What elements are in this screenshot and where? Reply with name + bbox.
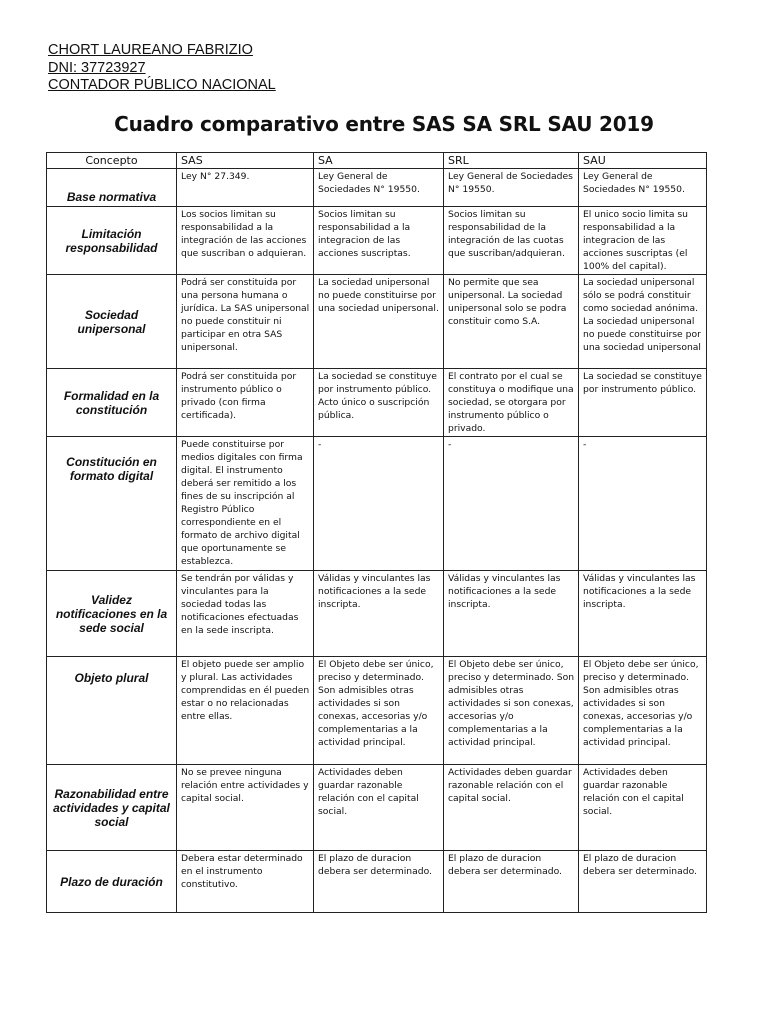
- author-name: CHORT LAUREANO FABRIZIO: [48, 42, 253, 58]
- cell-srl: El plazo de duracion debera ser determinado.: [444, 851, 579, 913]
- cell-sau: Ley General de Sociedades N° 19550.: [579, 169, 707, 207]
- header-sau: SAU: [579, 153, 707, 169]
- cell-sa: El Objeto debe ser único, preciso y determinado. Son admisibles otras actividades si son conexas, accesorias y/o complementarias a la actividad principal.: [314, 657, 444, 765]
- cell-sau: Actividades deben guardar razonable relación con el capital social.: [579, 765, 707, 851]
- row-concept: Base normativa: [47, 169, 177, 207]
- header-sas: SAS: [177, 153, 314, 169]
- cell-sa: La sociedad unipersonal no puede constituirse por una sociedad unipersonal.: [314, 275, 444, 369]
- cell-sau: El plazo de duracion debera ser determinado.: [579, 851, 707, 913]
- cell-srl: El Objeto debe ser único, preciso y determinado. Son admisibles otras actividades si son conexas, accesorias y/o complementarias a la actividad principal.: [444, 657, 579, 765]
- document-header: [48, 42, 276, 95]
- row-concept: Validez notificaciones en la sede social: [47, 571, 177, 657]
- cell-sau: La sociedad unipersonal sólo se podrá constituir como sociedad anónima. La sociedad unipersonal no puede constituirse por una sociedad unipersonal: [579, 275, 707, 369]
- author-dni: DNI: 37723927: [48, 59, 146, 76]
- cell-sas: El objeto puede ser amplio y plural. Las actividades comprendidas en él pueden estar o no relacionadas entre ellas.: [177, 657, 314, 765]
- cell-sas: Ley N° 27.349.: [177, 169, 314, 207]
- table-row: [47, 369, 707, 437]
- cell-sa: -: [314, 437, 444, 571]
- cell-sa: Actividades deben guardar razonable relación con el capital social.: [314, 765, 444, 851]
- cell-sau: El unico socio limita su responsabilidad a la integracion de las acciones suscriptas (el 100% del capital).: [579, 207, 707, 275]
- table-row: [47, 765, 707, 851]
- cell-srl: Actividades deben guardar razonable relación con el capital social.: [444, 765, 579, 851]
- table-header-row: [47, 153, 707, 169]
- cell-srl: -: [444, 437, 579, 571]
- row-concept: Constitución en formato digital: [47, 437, 177, 571]
- cell-sas: Puede constituirse por medios digitales con firma digital. El instrumento deberá ser remitido a los fines de su inscripción al Registro Público correspondiente en el formato de archivo digital que oportunamente se establezca.: [177, 437, 314, 571]
- row-concept: Razonabilidad entre actividades y capital social: [47, 765, 177, 851]
- header-srl: SRL: [444, 153, 579, 169]
- table-row: [47, 207, 707, 275]
- header-concepto: Concepto: [47, 153, 177, 169]
- table-row: [47, 657, 707, 765]
- cell-sau: El Objeto debe ser único, preciso y determinado. Son admisibles otras actividades si son conexas, accesorias y/o complementarias a la actividad principal.: [579, 657, 707, 765]
- table-row: [47, 851, 707, 913]
- cell-srl: Ley General de Sociedades N° 19550.: [444, 169, 579, 207]
- row-concept: Plazo de duración: [47, 851, 177, 913]
- row-concept: Limitación responsabilidad: [47, 207, 177, 275]
- cell-sas: Los socios limitan su responsabilidad a la integración de las acciones que suscriban o adquieran.: [177, 207, 314, 275]
- cell-sas: No se prevee ninguna relación entre actividades y capital social.: [177, 765, 314, 851]
- cell-srl: Socios limitan su responsabilidad de la integración de las cuotas que suscriban/adquieran.: [444, 207, 579, 275]
- row-concept: Sociedad unipersonal: [47, 275, 177, 369]
- cell-sas: Podrá ser constituida por instrumento público o privado (con firma certificada).: [177, 369, 314, 437]
- cell-sa: Ley General de Sociedades N° 19550.: [314, 169, 444, 207]
- page-title: Cuadro comparativo entre SAS SA SRL SAU 2019: [114, 112, 654, 136]
- cell-sa: Socios limitan su responsabilidad a la integracion de las acciones suscriptas.: [314, 207, 444, 275]
- comparison-table: [46, 152, 707, 913]
- table-row: [47, 275, 707, 369]
- table-row: [47, 437, 707, 571]
- cell-sas: Se tendrán por válidas y vinculantes para la sociedad todas las notificaciones efectuadas en la sede inscripta.: [177, 571, 314, 657]
- cell-sau: -: [579, 437, 707, 571]
- header-sa: SA: [314, 153, 444, 169]
- cell-srl: El contrato por el cual se constituya o modifique una sociedad, se otorgara por instrumento público o privado.: [444, 369, 579, 437]
- cell-sau: Válidas y vinculantes las notificaciones a la sede inscripta.: [579, 571, 707, 657]
- cell-srl: Válidas y vinculantes las notificaciones a la sede inscripta.: [444, 571, 579, 657]
- table-row: [47, 571, 707, 657]
- cell-sas: Podrá ser constituida por una persona humana o jurídica. La SAS unipersonal no puede constituir ni participar en otra SAS unipersonal.: [177, 275, 314, 369]
- table-row: [47, 169, 707, 207]
- cell-sau: La sociedad se constituye por instrumento público.: [579, 369, 707, 437]
- cell-sa: La sociedad se constituye por instrumento público. Acto único o suscripción pública.: [314, 369, 444, 437]
- row-concept: Formalidad en la constitución: [47, 369, 177, 437]
- cell-srl: No permite que sea unipersonal. La sociedad unipersonal solo se podra constituir como S.A.: [444, 275, 579, 369]
- cell-sas: Debera estar determinado en el instrumento constitutivo.: [177, 851, 314, 913]
- author-career: CONTADOR PÚBLICO NACIONAL: [48, 77, 276, 93]
- cell-sa: El plazo de duracion debera ser determinado.: [314, 851, 444, 913]
- cell-sa: Válidas y vinculantes las notificaciones a la sede inscripta.: [314, 571, 444, 657]
- row-concept: Objeto plural: [47, 657, 177, 765]
